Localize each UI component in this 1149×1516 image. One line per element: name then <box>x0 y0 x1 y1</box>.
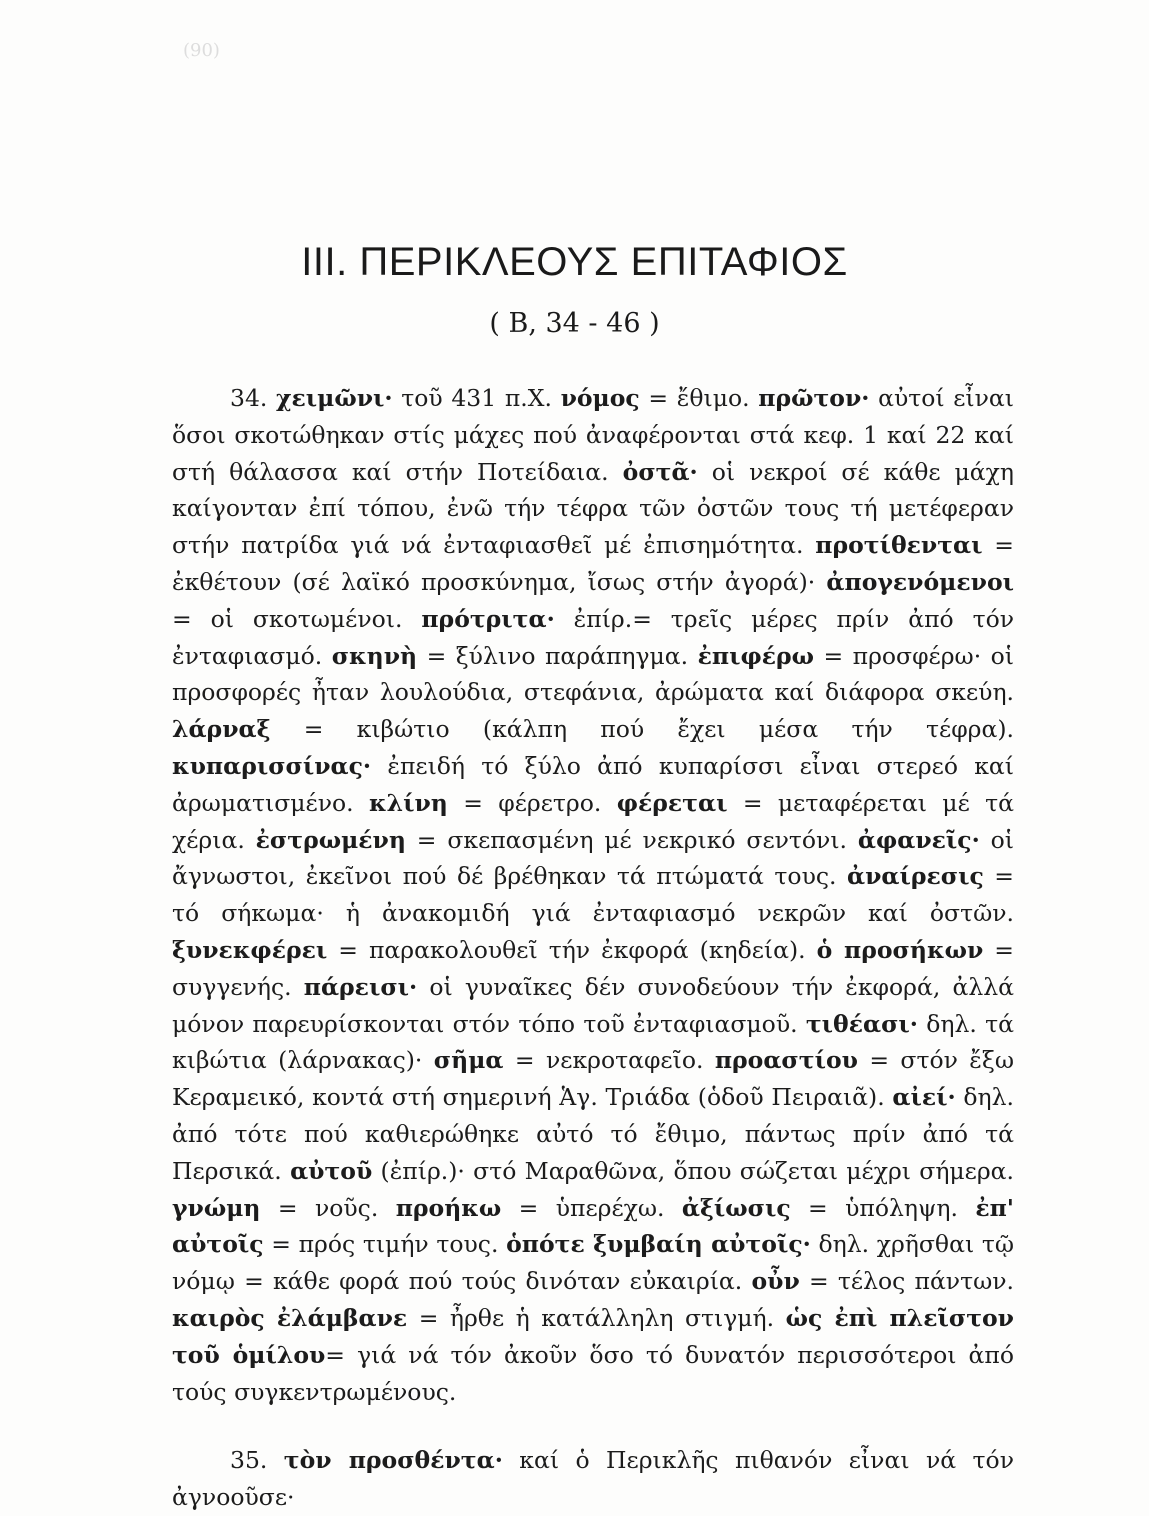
gloss-text: = γιά νά τόν ἀκοῦν ὅσο τό δυνατόν περισσότεροι ἀπό τούς συγκεντρωμένους. <box>172 1340 1014 1406</box>
lemma-term: πρότριτα· <box>421 604 555 633</box>
lemma-term: ἐπιφέρω <box>697 641 815 670</box>
gloss-text: οἱ γυναῖκες δέν συνοδεύουν τήν ἐκφορά, ἀλλά μόνον παρευρίσκονται στόν τόπο τοῦ ἐνταφιασμοῦ. <box>172 972 1014 1038</box>
commentary-body <box>172 380 1014 1516</box>
lemma-term: λάρναξ <box>172 715 271 744</box>
lemma-term: τὸν προσθέντα· <box>283 1446 503 1475</box>
gloss-text: ἐπειδή τό ξύλο ἀπό κυπαρίσσι εἶναι στερεό καί ἀρωματισμένο. <box>172 751 1014 817</box>
gloss-text: = κιβώτιο (κάλπη πού ἔχει μέσα τήν τέφρα). <box>270 715 1014 744</box>
gloss-text: δηλ. χρῆσθαι τῷ νόμῳ = κάθε φορά πού τούς δινόταν εὐκαιρία. <box>172 1230 1014 1296</box>
section-34-text <box>172 384 1014 1406</box>
gloss-text: = μεταφέρεται μέ τά χέρια. <box>172 788 1014 854</box>
section-35-text <box>172 1446 1014 1511</box>
chapter-reference: ( Β, 34 - 46 ) <box>489 308 660 339</box>
lemma-term: γνώμη <box>172 1193 261 1222</box>
gloss-text: δηλ. ἀπό τότε πού καθιερώθηκε αὐτό τό ἔθιμο, πάντως πρίν ἀπό τά Περσικά. <box>172 1083 1015 1185</box>
page-number: (90) <box>183 40 220 61</box>
lemma-term: ὀστᾶ· <box>622 457 698 486</box>
gloss-text: = τέλος πάντων. <box>799 1267 1015 1296</box>
gloss-text: δηλ. τά κιβώτια (λάρνακας)· <box>172 1009 1014 1075</box>
gloss-text: = προσφέρω· οἱ προσφορές ἦταν λουλούδια, στεφάνια, ἀρώματα καί διάφορα σκεύη. <box>172 641 1014 707</box>
lemma-term: κλίνη <box>368 788 448 817</box>
lemma-term: φέρεται <box>616 788 728 817</box>
gloss-text: = σκεπασμένη μέ νεκρικό σεντόνι. <box>405 825 858 854</box>
gloss-text: = οἱ σκοτωμένοι. <box>172 604 422 633</box>
gloss-text: καί ὁ Περικλῆς πιθανόν εἶναι νά τόν ἀγνοοῦσε· <box>172 1446 1014 1512</box>
lemma-term: καιρὸς ἐλάμβανε <box>172 1303 408 1332</box>
gloss-text: = πρός τιμήν τους. <box>263 1230 507 1259</box>
gloss-text: = νοῦς. <box>260 1193 396 1222</box>
chapter-title: ΙΙΙ. ΠΕΡΙΚΛΕΟΥΣ ΕΠΙΤΑΦΙΟΣ <box>301 240 848 284</box>
gloss-text: οἱ ἄγνωστοι, ἐκεῖνοι πού δέ βρέθηκαν τά πτώματά τους. <box>172 825 1014 891</box>
section-number: 35. <box>230 1446 268 1475</box>
gloss-text: = παρακολουθεῖ τήν ἐκφορά (κηδεία). <box>327 935 817 964</box>
gloss-text: τοῦ 431 π.Χ. <box>392 384 561 412</box>
lemma-term: ἐστρωμένη <box>255 825 406 854</box>
gloss-text: = ξύλινο παράπηγμα. <box>417 641 698 670</box>
lemma-term: τιθέασι· <box>805 1009 918 1038</box>
gloss-text: ἐπίρ.= τρεῖς μέρες πρίν ἀπό τόν ἐνταφιασμό. <box>172 604 1015 670</box>
lemma-term: πάρεισι· <box>303 972 418 1001</box>
lemma-term: προτίθενται <box>815 531 983 560</box>
lemma-term: πρῶτον· <box>758 384 870 412</box>
lemma-term: σκηνὴ <box>331 641 418 670</box>
gloss-text: = ὑπόληψη. <box>790 1193 976 1222</box>
lemma-term: ὁπότε ξυμβαίη αὐτοῖς· <box>506 1230 811 1259</box>
lemma-term: ἀφανεῖς· <box>857 825 980 854</box>
lemma-term: κυπαρισσίνας· <box>172 751 372 780</box>
lemma-term: προήκω <box>395 1193 502 1222</box>
section-35-paragraph <box>172 1442 1014 1516</box>
lemma-term: ὁ προσήκων <box>816 935 984 964</box>
lemma-term: σῆμα <box>433 1046 504 1075</box>
lemma-term: αἰεί· <box>892 1083 956 1112</box>
section-number: 34. <box>230 384 268 412</box>
gloss-text: = ἐκθέτουν (σέ λαϊκό προσκύνημα, ἴσως στήν ἀγορά)· <box>172 531 1014 596</box>
gloss-text: αὐτοί εἶναι ὅσοι σκοτώθηκαν στίς μάχες πού ἀναφέρονται στά κεφ. 1 καί 22 καί στή θάλασσα καί στήν Ποτείδαια. <box>172 384 1015 486</box>
lemma-term: προαστίου <box>714 1046 858 1075</box>
lemma-term: νόμος <box>560 384 640 412</box>
gloss-text: οἱ νεκροί σέ κάθε μάχη καίγονταν ἐπί τόπου, ἐνῶ τήν τέφρα τῶν ὀστῶν τους τή μετέφεραν στήν πατρίδα γιά νά ἐνταφιασθεῖ μέ ἐπισημότητα. <box>172 457 1014 560</box>
gloss-text: = ἔθιμο. <box>639 384 759 412</box>
lemma-term: ἀπογενόμενοι <box>826 567 1014 596</box>
lemma-term: χειμῶνι· <box>276 384 393 412</box>
gloss-text: = ὑπερέχω. <box>501 1193 682 1222</box>
lemma-term: ἀξίωσις <box>681 1193 791 1222</box>
gloss-text: (ἐπίρ.)· στό Μαραθῶνα, ὅπου σώζεται μέχρι σήμερα. <box>372 1156 1014 1185</box>
lemma-term: ἐπ' αὐτοῖς <box>172 1193 1014 1259</box>
lemma-term: οὖν <box>751 1267 800 1296</box>
gloss-text: = στόν ἔξω Κεραμεικό, κοντά στή σημερινή Ἁγ. Τριάδα (ὁδοῦ Πειραιᾶ). <box>172 1046 1015 1112</box>
gloss-text: = συγγενής. <box>172 935 1014 1001</box>
gloss-text: = φέρετρο. <box>447 788 617 817</box>
gloss-text: = τό σήκωμα· ἡ ἀνακομιδή γιά ἐνταφιασμό νεκρῶν καί ὀστῶν. <box>172 862 1014 928</box>
gloss-text: = νεκροταφεῖο. <box>503 1046 715 1075</box>
section-34-paragraph <box>172 380 1014 1410</box>
lemma-term: αὐτοῦ <box>290 1156 373 1185</box>
lemma-term: ἀναίρεσις <box>847 862 984 891</box>
lemma-term: ὡς ἐπὶ πλεῖστον τοῦ ὁμίλου <box>172 1303 1014 1369</box>
lemma-term: ξυνεκφέρει <box>172 935 328 964</box>
gloss-text: = ἦρθε ἡ κατάλληλη στιγμή. <box>407 1303 786 1332</box>
